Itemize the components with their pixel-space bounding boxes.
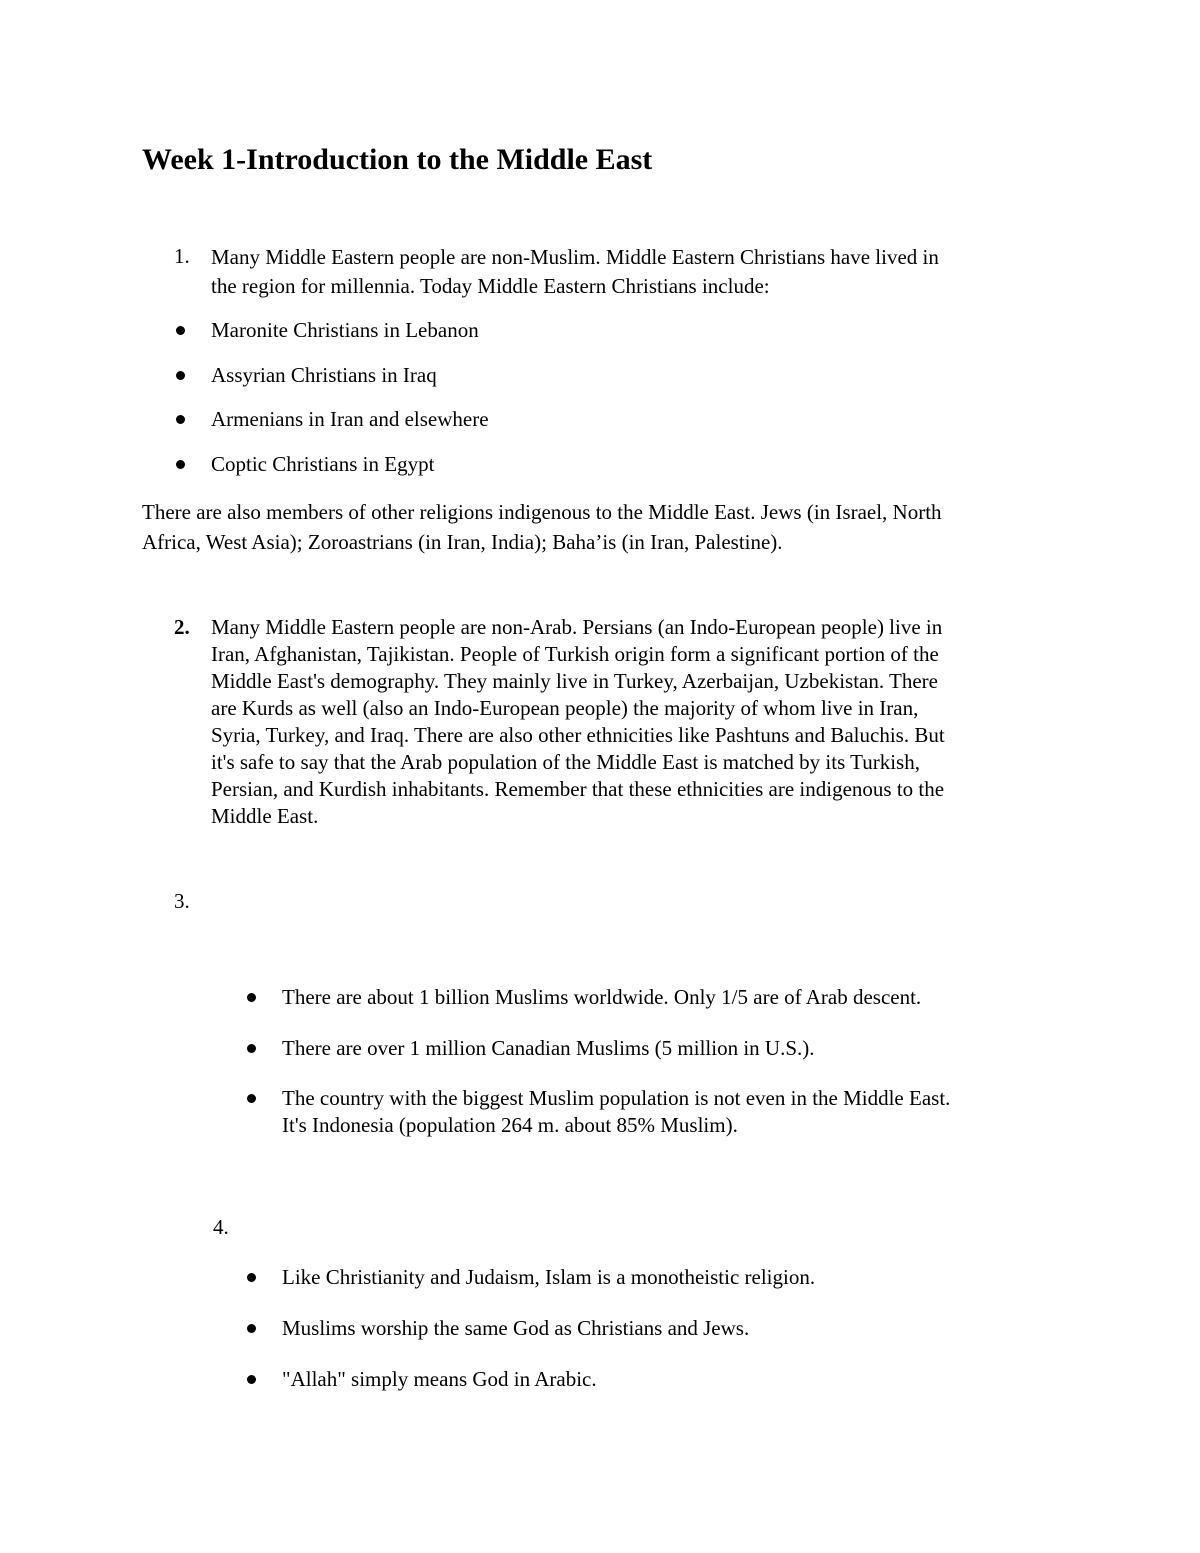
- list-item: Like Christianity and Judaism, Islam is a monotheistic religion.: [282, 1265, 816, 1289]
- text-line: Many Middle Eastern people are non-Arab. Persians (an Indo-European people) live in: [211, 615, 943, 639]
- list-item: There are over 1 million Canadian Muslims (5 million in U.S.).: [282, 1036, 815, 1060]
- text-line: Middle East.: [211, 804, 319, 828]
- text-line: Many Middle Eastern people are non-Muslim. Middle Eastern Christians have lived in: [211, 245, 939, 269]
- text-line: are Kurds as well (also an Indo-European people) the majority of whom live in Iran,: [211, 696, 919, 720]
- list-number-1: 1.: [174, 244, 190, 268]
- bullet-icon: [247, 1324, 256, 1333]
- bullet-icon: [247, 1273, 256, 1282]
- list-item: [282, 1085, 950, 1139]
- text-line: There are also members of other religions indigenous to the Middle East. Jews (in Israel, North: [142, 500, 942, 524]
- bullet-icon: [176, 460, 185, 469]
- list-item: Muslims worship the same God as Christians and Jews.: [282, 1316, 750, 1340]
- text-line: Iran, Afghanistan, Tajikistan. People of Turkish origin form a significant portion of the: [211, 642, 939, 666]
- bullet-icon: [247, 1094, 256, 1103]
- bullet-icon: [176, 371, 185, 380]
- text-line: the region for millennia. Today Middle Eastern Christians include:: [211, 274, 770, 298]
- section-2-text: [211, 614, 945, 830]
- text-line: Africa, West Asia); Zoroastrians (in Iran, India); Baha’is (in Iran, Palestine).: [142, 530, 783, 554]
- list-item: Assyrian Christians in Iraq: [211, 363, 437, 387]
- section-1-other-religions: [142, 497, 942, 557]
- list-item: There are about 1 billion Muslims worldwide. Only 1/5 are of Arab descent.: [282, 985, 922, 1009]
- list-item: "Allah" simply means God in Arabic.: [282, 1367, 597, 1391]
- list-number-2: 2.: [174, 615, 190, 639]
- list-item: Armenians in Iran and elsewhere: [211, 407, 489, 431]
- text-line: The country with the biggest Muslim population is not even in the Middle East.: [282, 1086, 951, 1110]
- bullet-icon: [247, 993, 256, 1002]
- section-1-intro: [211, 243, 939, 301]
- bullet-icon: [176, 415, 185, 424]
- list-number-4: 4.: [213, 1215, 229, 1239]
- text-line: Middle East's demography. They mainly live in Turkey, Azerbaijan, Uzbekistan. There: [211, 669, 938, 693]
- bullet-icon: [247, 1044, 256, 1053]
- list-item: Coptic Christians in Egypt: [211, 452, 435, 476]
- text-line: Persian, and Kurdish inhabitants. Remember that these ethnicities are indigenous to the: [211, 777, 945, 801]
- bullet-icon: [176, 326, 185, 335]
- text-line: it's safe to say that the Arab population of the Middle East is matched by its Turkish,: [211, 750, 920, 774]
- text-line: Syria, Turkey, and Iraq. There are also other ethnicities like Pashtuns and Baluchis. But: [211, 723, 945, 747]
- list-number-3: 3.: [174, 889, 190, 913]
- list-item: Maronite Christians in Lebanon: [211, 318, 479, 342]
- text-line: It's Indonesia (population 264 m. about 85% Muslim).: [282, 1113, 738, 1137]
- page-title: Week 1-Introduction to the Middle East: [142, 143, 653, 176]
- bullet-icon: [247, 1375, 256, 1384]
